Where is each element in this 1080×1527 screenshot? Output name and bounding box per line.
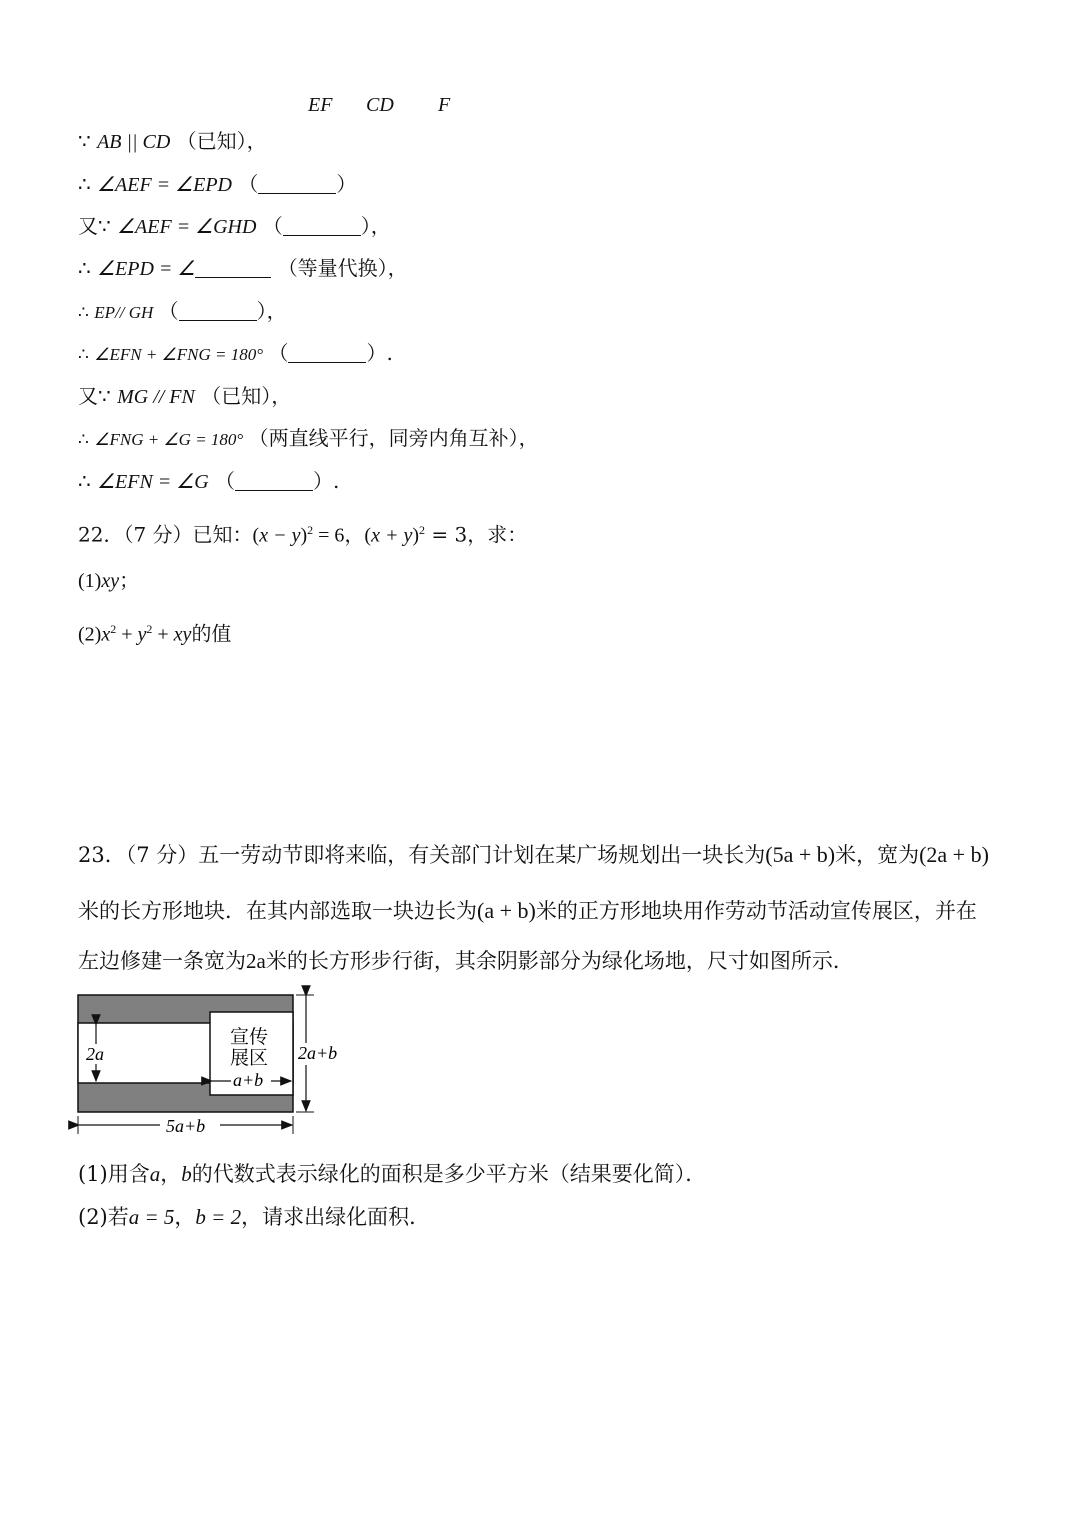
- text-fragment: ∵: [98, 216, 111, 238]
- label-xuan-2: 展区: [230, 1047, 269, 1069]
- text-fragment: = 3，求：: [425, 522, 528, 547]
- proof-line-2: [78, 170, 356, 199]
- text-fragment: a: [149, 1162, 161, 1186]
- text-fragment: 米，宽为: [835, 843, 920, 867]
- text-fragment: AB || CD: [97, 131, 171, 153]
- text-fragment: ): [412, 524, 419, 547]
- text-fragment: ∠EPD = ∠: [97, 258, 196, 280]
- text-fragment: ∴: [78, 303, 89, 322]
- text-fragment: ）.: [366, 341, 393, 365]
- text-fragment: EP// GH: [94, 303, 154, 322]
- q23-sub-2: [78, 1203, 430, 1231]
- text-fragment: 又: [78, 384, 98, 408]
- text-fragment: 米的正方形地块用作劳动节活动宣传展区，并在: [535, 899, 977, 923]
- text-fragment: ∵: [98, 386, 111, 408]
- text-fragment: 米的长方形地块．在其内部选取一块边长为: [78, 899, 477, 923]
- text-fragment: 的值: [191, 621, 232, 646]
- answer-blank[interactable]: [195, 257, 271, 278]
- text-fragment: ），: [256, 299, 287, 323]
- text-fragment: 的代数式表示绿化的面积是多少平方米（结果要化简）．: [191, 1162, 707, 1186]
- text-fragment: xy: [173, 623, 192, 646]
- text-fragment: = 6，: [313, 524, 365, 547]
- text-fragment: MG // FN: [117, 386, 195, 408]
- label-xuan-1: 宣传: [230, 1026, 269, 1048]
- text-fragment: （已知），: [201, 384, 292, 408]
- text-fragment: x − y: [259, 524, 301, 547]
- text-fragment: ∴: [78, 345, 89, 364]
- label-5ab: 5a+b: [166, 1116, 206, 1136]
- text-fragment: （: [215, 469, 236, 493]
- text-fragment: (1): [78, 570, 102, 592]
- text-fragment: b: [181, 1162, 192, 1186]
- text-fragment: （两直线平行，同旁内角互补），: [248, 426, 539, 450]
- proof-line-1: [78, 127, 267, 156]
- text-fragment: xy: [101, 570, 120, 592]
- text-fragment: (a + b): [477, 898, 536, 923]
- proof-line-4: [78, 254, 408, 283]
- answer-blank[interactable]: [258, 173, 336, 194]
- answer-blank[interactable]: [179, 300, 257, 321]
- text-fragment: 2: [307, 523, 314, 537]
- text-fragment: （已知），: [176, 129, 267, 153]
- text-fragment: ）.: [313, 469, 340, 493]
- answer-blank[interactable]: [288, 342, 366, 363]
- text-fragment: ，: [160, 1162, 182, 1186]
- text-fragment: ）: [336, 172, 357, 196]
- text-fragment: ∠AEF = ∠EPD: [97, 174, 232, 196]
- cutoff-text-2: CD: [366, 94, 394, 116]
- cutoff-text-1: EF: [308, 94, 333, 116]
- text-fragment: （等量代换），: [277, 256, 408, 280]
- text-fragment: ∴: [78, 430, 89, 449]
- text-fragment: ∠EFN = ∠G: [97, 471, 209, 493]
- text-fragment: x + y: [371, 524, 413, 547]
- text-fragment: （: [158, 299, 179, 323]
- q22-part-2: [78, 615, 231, 649]
- label-2a: 2a: [86, 1044, 104, 1064]
- q22-heading: [78, 516, 527, 550]
- label-ab: a+b: [233, 1070, 264, 1090]
- q23-sub-1: [78, 1160, 706, 1188]
- text-fragment: ∴: [78, 174, 91, 196]
- text-fragment: ；: [119, 568, 140, 592]
- text-fragment: ，: [174, 1205, 196, 1229]
- text-fragment: 22．（7 分）已知：: [78, 522, 253, 547]
- text-fragment: (5a + b): [765, 842, 836, 867]
- label-2ab: 2a+b: [298, 1043, 338, 1063]
- text-fragment: ∴: [78, 258, 91, 280]
- text-fragment: (1)用含: [78, 1162, 150, 1186]
- text-fragment: b = 2: [195, 1205, 242, 1229]
- text-fragment: (2a + b): [919, 842, 989, 867]
- text-fragment: 2a: [246, 949, 266, 973]
- text-fragment: (2): [78, 623, 102, 646]
- answer-blank[interactable]: [283, 215, 361, 236]
- proof-line-6: [78, 339, 393, 369]
- text-fragment: a = 5: [128, 1205, 175, 1229]
- q23-line-2: [78, 897, 977, 925]
- text-fragment: ∠FNG + ∠G = 180°: [94, 430, 244, 449]
- text-fragment: （: [268, 341, 289, 365]
- cutoff-text-3: F: [438, 94, 451, 116]
- text-fragment: (: [252, 524, 260, 547]
- text-fragment: 左边修建一条宽为: [78, 949, 246, 973]
- text-fragment: 2: [110, 622, 117, 636]
- proof-line-9: [78, 467, 339, 496]
- text-fragment: y: [137, 623, 147, 646]
- proof-line-8: [78, 424, 539, 454]
- text-fragment: ∵: [78, 131, 91, 153]
- text-fragment: (: [364, 524, 372, 547]
- proof-line-3: [78, 212, 391, 241]
- text-fragment: 2: [146, 622, 153, 636]
- text-fragment: ∠AEF = ∠GHD: [117, 216, 257, 238]
- text-fragment: 又: [78, 214, 98, 238]
- plot-figure: [70, 990, 370, 1140]
- q22-part-1: [78, 566, 139, 595]
- text-fragment: （: [262, 214, 283, 238]
- text-fragment: ，请求出绿化面积．: [241, 1205, 431, 1229]
- text-fragment: (2)若: [78, 1205, 129, 1229]
- text-fragment: ），: [360, 214, 391, 238]
- text-fragment: 2: [419, 523, 425, 537]
- q23-line-3: [78, 947, 854, 975]
- text-fragment: x: [101, 623, 111, 646]
- q23-line-1: [78, 841, 989, 869]
- text-fragment: ): [300, 524, 308, 547]
- text-fragment: ∴: [78, 471, 91, 493]
- text-fragment: ∠EFN + ∠FNG = 180°: [94, 345, 264, 364]
- text-fragment: +: [152, 623, 174, 646]
- answer-blank[interactable]: [235, 470, 313, 491]
- cutoff-fragment: [300, 88, 460, 116]
- text-fragment: 23．（7 分）五一劳动节即将来临，有关部门计划在某广场规划出一块长为: [78, 843, 766, 867]
- proof-line-5: [78, 297, 287, 327]
- text-fragment: （: [238, 172, 259, 196]
- proof-line-7: [78, 382, 291, 411]
- text-fragment: +: [116, 623, 138, 646]
- text-fragment: 米的长方形步行街，其余阴影部分为绿化场地，尺寸如图所示．: [265, 949, 854, 973]
